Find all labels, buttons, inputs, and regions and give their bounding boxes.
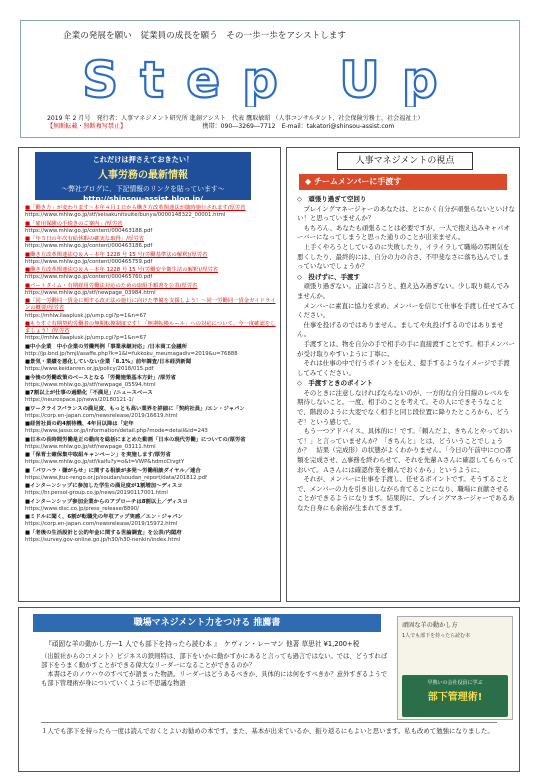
- news-item-url[interactable]: https://www.disc.co.jp/press_release/8890/: [25, 505, 139, 512]
- news-item-title[interactable]: ■「同一労働同一賃金に関する改正法の施行に向けた準備を支援しよう！～同一労働同一賃金ガイドラインの概要/厚労省: [25, 298, 276, 312]
- news-item: [25, 468, 277, 483]
- news-item-url[interactable]: https://www.jasso.or.jp/information/detail.php?mode=detail&id=243: [25, 428, 208, 435]
- contact-info: 携帯：090―3269―7712 E-mail：takatori@shinsou-assist.com: [202, 123, 395, 131]
- news-item: [25, 267, 277, 282]
- cover-big-text: 部下管理術!: [427, 692, 483, 703]
- news-item-url[interactable]: https://neurospace.jp/news/20180121-1/: [25, 397, 134, 404]
- issue-line: 2019 年 2 月号 発行者：人事マネジメント研究所 進創アシスト 代表 鷹取敏昭: [47, 115, 271, 122]
- article-section-heading: ◇ 手渡すときのポイント: [297, 379, 373, 388]
- cover-band: [402, 675, 508, 717]
- news-item-title[interactable]: ■7割以上が仕事の過酷化「不満足」/ニュースベース: [25, 390, 153, 396]
- article-body: [297, 194, 515, 514]
- news-item: [25, 437, 277, 452]
- news-item: [25, 390, 277, 405]
- news-item: [25, 452, 277, 467]
- news-item-title[interactable]: ■ミドルに聞く、6割が転職先の年収アップ実感／エン・ジャパン: [25, 514, 183, 520]
- cover-subtitle: 1人でも部下を持ったら読む本: [402, 633, 471, 639]
- news-item-title[interactable]: ■インターンシップに参加した学生の満足度が1割増加～ディスコ: [25, 483, 183, 489]
- tagline: 企業の発展を願い 従業員の成長を願う その一歩一歩をアシストします: [63, 31, 346, 41]
- news-item-title[interactable]: ■「パワハラ・嫌がらせ」に関する相談が多発～労働相談ダイヤル／連合: [25, 467, 201, 474]
- news-item-title[interactable]: ■「年５日の年次有給休暇の確実な取得」/厚労省: [25, 236, 145, 242]
- news-header-note: ～弊社ブログに、下記情報のリンクを貼っています～: [61, 185, 225, 193]
- column-title: 人事マネジメントの視点: [337, 152, 473, 170]
- recommend-title: 職場マネジメント力をつける 推薦書: [33, 614, 381, 632]
- news-list: [25, 205, 277, 545]
- news-item-url[interactable]: https://survey.gov-online.go.jp/h30/h30-nenkin/index.html: [25, 536, 181, 543]
- news-header: [35, 152, 251, 203]
- news-item-url[interactable]: https://www.mhlw.go.jp/stf/newpage_05594.html: [25, 381, 156, 388]
- news-item: [25, 406, 277, 421]
- news-item-title[interactable]: ■ワークライフバランスの満足度、もっとも高い業界を詳細に「契約社員」/エン・ジャパン: [25, 405, 245, 412]
- news-column: [18, 147, 281, 602]
- article-section-text: そのときに注意しなければならないのが、一方的な自分目線のレベルを期待しないこと。一度、相手のことを考えて、その人にできそうなことで、階段のように大変でなく相手と同じ段位置に降りたところから、どうぞ！という感じで。 もう一つアドバイス。具体的に！です。「頼んだよ、きちんとやっておいて！」と言っていませんか？「きちんと」とは、どういうことでしょうか？ 結果（完成形）の状態がよくわかりません。「今日の午前中に○○書類を完成させ、△事務を終わらせて、それを先輩Ａさんに確認してもらっておいて。Ａさんには確認作業を頼んでおくから」というように。 それが、メンバーに仕事を手渡し、任せるポイントです。そうすることで、メンバーの力を引き出しながら育てることになり、職場に貢献させることができるようになります。結果的に、プレイングマネージャーであるあなた自身にも余裕が生まれてきます。: [297, 388, 515, 512]
- news-item-url[interactable]: https://www.mhlw.go.jp/stf/newpage_03984.html: [25, 289, 156, 296]
- logo-text: Step Up: [82, 51, 460, 107]
- article-section-heading: ◇ 投げずに、手渡す: [297, 272, 360, 281]
- news-item: [25, 483, 277, 498]
- news-item-title[interactable]: ■もうすぐ有期契約労働者の無期転換制度です！「無期転換ルール」への対応について、今一度確認をしましょう！/厚労省: [25, 320, 276, 334]
- news-item-url[interactable]: http://jp.bnd.jp/hmjl/asaffe.php?k=1&l=fukkoku_meumagadiv=2019&u=76888: [25, 350, 238, 357]
- news-item: [25, 252, 277, 267]
- news-item-title[interactable]: ■日本の長時間労働是正の動向を総括にまとめた動画「日本の現代労働」についての/厚労省: [25, 436, 246, 443]
- article-section-heading: ◇ 頑張り過ぎて空回り: [297, 195, 367, 203]
- news-item: [25, 499, 277, 514]
- recommend-comment: １人でも部下を持ったら一度は読んでおくとよいお勧めの本です。また、基本が出来ているか、振り返るにもよいと思います。私も改めて勉強になりました。: [41, 722, 497, 736]
- book-recommendation: [18, 607, 520, 772]
- news-header-lead: これだけは押さえておきたい！: [92, 155, 194, 164]
- cover-title: 頑固な羊の動かし方: [402, 622, 458, 629]
- news-item-title[interactable]: ■働き方改革関連法Ｑ＆Ａ－本年 1228 号 15 号(労働安全衛生法の解釈)/厚労省: [25, 267, 219, 273]
- news-item: [25, 359, 277, 374]
- news-item: [25, 236, 277, 251]
- news-item-title[interactable]: ■「保育士確保集中取組キャンペーン」を実施します/厚労省: [25, 452, 171, 458]
- issue-info: [47, 115, 424, 131]
- news-item: [25, 205, 277, 220]
- news-item-url[interactable]: https://mhlw.ilaaplusk.jp/ump.cgi?p=1&n=67: [25, 312, 147, 319]
- news-item-url[interactable]: https://www.jtuc-rengo.or.jp/soudan/soudan_report/data/201812.pdf: [25, 474, 207, 481]
- news-item-title[interactable]: ■「老後の生活設計と公的年金に関する世論調査」を公表/内閣府: [25, 529, 182, 536]
- news-item: [25, 530, 277, 545]
- news-item-title[interactable]: ■インターンシップ参加企業からのアプローチは8割以上／ディスコ: [25, 498, 188, 505]
- news-item: [25, 221, 277, 236]
- news-item-url[interactable]: https://www.mhlw.go.jp/content/000465760.pdf: [25, 274, 153, 281]
- blog-url[interactable]: http://shinsou-assist.blog.jp/: [83, 194, 203, 203]
- news-item: [25, 344, 277, 359]
- news-item-url[interactable]: https://www.mhlw.go.jp/stf/newpage_03111.html: [25, 443, 156, 450]
- news-item-url[interactable]: https://www.mhlw.go.jp/content/000465759.pdf: [25, 258, 153, 265]
- news-item: [25, 375, 277, 390]
- article-subtitle: ◆ チームメンバーに手渡す: [299, 174, 507, 190]
- article-subtitle-text: チームメンバーに手渡す: [313, 177, 402, 186]
- news-item-title[interactable]: ■パートタイム・有期雇用労働法対応のための取組手順書を公表/厚労省: [25, 282, 198, 289]
- news-item-title[interactable]: ■今後の労働政策のベースとなる「労働施策基本方針」/厚労省: [25, 374, 177, 381]
- book-cover: [397, 616, 513, 720]
- news-item-title[interactable]: ■「働き方」が変わります～本年４月１日から働き方改革関連法が随時施行されます/厚労省: [25, 205, 246, 211]
- issue-note: （人事コンサルタント，社会保険労務士，社会福祉士）: [272, 115, 424, 122]
- masthead: [20, 20, 520, 138]
- news-item-title[interactable]: ■働き方改革関連法Ｑ＆Ａ－本年 1228 号 15 号(労働基準法の解釈)/厚労省: [25, 251, 208, 258]
- news-item-url[interactable]: https://corp.en-japan.com/newsrelease/2019/16619.html: [25, 412, 178, 419]
- news-item-url[interactable]: https://www.mhlw.go.jp/stf/kaifu?y=o&t=VWP&hdmcCtvgtY: [25, 459, 185, 466]
- news-item: [25, 283, 277, 298]
- news-item-url[interactable]: https://www.mhlw.go.jp/stf/seisakunitsuite/bunya/0000148322_00001.html: [25, 212, 226, 219]
- news-item: [25, 321, 277, 343]
- news-item: [25, 421, 277, 436]
- news-item-url[interactable]: https://www.mhlw.go.jp/content/000463188.pdf: [25, 227, 153, 234]
- news-item-url[interactable]: https://hr.persol-group.co.jp/news/20190117001.html: [25, 490, 168, 497]
- news-item-url[interactable]: https://mhlw.ilaaplusk.jp/ump.cgi?p=1&n=67: [25, 335, 147, 342]
- news-item-title[interactable]: ■「雇用保険の手続きのご案内」/厚労省: [25, 220, 123, 227]
- cover-band-text: 早熟いの会社役員に学ぶ: [427, 680, 483, 686]
- article-section-text: プレイングマネージャーのあなたは、とにかく自分が頑張らないといけない！と思っていませんか？ もちろん、あなたも頑張ることは必要ですが、一人で抱え込みキャパオーバーになってしまうと思った通りのことが出来ません。 上手くやろうとしているのに失敗したり、イライラして職場の雰囲気を悪くしたり、最終的には、自分の力の合さ、不甲斐なさに落ち込んでしまっていないでしょうか？: [297, 204, 515, 271]
- news-item-url[interactable]: https://corp.en-japan.com/newsrelease/2019/15972.html: [25, 521, 178, 528]
- news-item-url[interactable]: https://www.keidanren.or.jp/policy/2018/015.pdf: [25, 366, 154, 373]
- news-item: [25, 514, 277, 529]
- book-description: （出版社からのコメント）ビジネスの鉄則特は、部下をいかに動かすかにあると言っても過言ではない。では、どうすれば部下をうまく動かすことができる偉大なリーダーになることができるのか？ 本書はそのノウハウのすべてが語まった物語。リーダーはどうあるべきか、具体的には何をすべきか？意外すぎるようでも部下管理術が身についていくように不思議な物語: [41, 653, 388, 687]
- news-item-title[interactable]: ■景気・業績を悪化していない企業「8.1%」前年調査/日本経済新聞: [25, 359, 192, 365]
- reprint-notice: 【無断転載・無断複写禁止】: [47, 123, 124, 131]
- news-item-title[interactable]: ■経営社員の約4割待機、4年目以降は「定年: [25, 421, 134, 427]
- news-item-title[interactable]: ■中小企業 中小企業の労働判例「事業承継対応」/日本商工会議所: [25, 343, 187, 350]
- step-up-logo: [49, 51, 493, 107]
- news-item-url[interactable]: https://www.mhlw.go.jp/content/000463186.pdf: [25, 243, 153, 250]
- column-article: [286, 147, 520, 602]
- news-header-title: 人事労務の最新情報: [98, 170, 188, 181]
- article-section-text: 頑張り過ぎない。正論に言うと、抱え込み過ぎない。少し取り組んでみませんか。 メンバーに素直に協力を求め、メンバーを信じて仕事を手渡し任せてみてください。 仕事を投げるのではありません。ましてや丸投げするのではありません。 手渡すとは、物を自分の手で相手の手に直接渡すことです。相手メンバーが受け取りやすいように丁寧に。 それは仕事の中で行うポイントを伝え、提手するようなイメージで手渡してみてください。: [297, 282, 515, 377]
- book-title: 『頑固な羊の動かし方―1 人でも部下を持ったら読む本 』 ケヴィン・レーマン 他著 草思社 ¥1,200+税: [45, 640, 360, 648]
- news-item: [25, 298, 277, 320]
